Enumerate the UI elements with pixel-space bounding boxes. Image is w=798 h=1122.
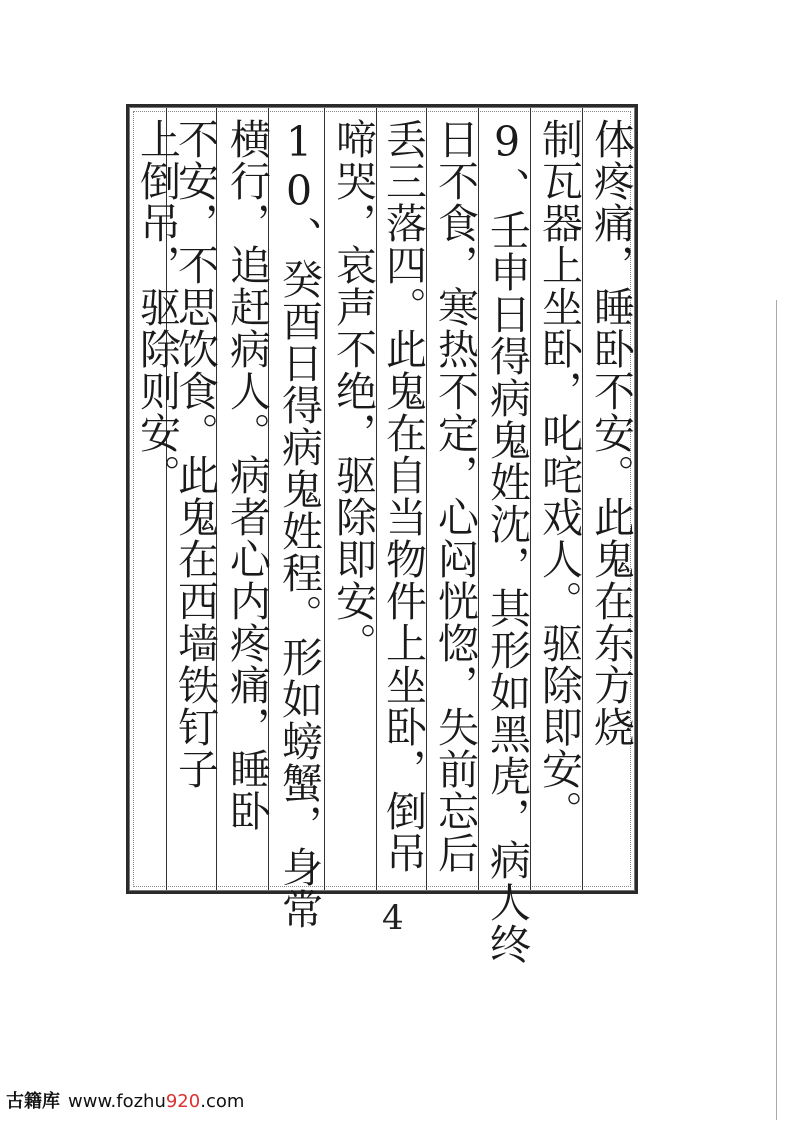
text-column-2: 制瓦器上坐卧，叱咤戏人。驱除即安。: [535, 118, 583, 832]
scan-edge-line: [776, 300, 777, 1120]
site-watermark: [6, 1087, 244, 1113]
watermark-url-number: 920: [165, 1091, 201, 1112]
text-column-6: 啼哭，哀声不绝，驱除即安。: [329, 118, 377, 664]
text-column-8: 横行，追赶病人。病者心内疼痛，睡卧: [223, 118, 271, 832]
text-column-10: 上倒吊，驱除则安。: [133, 118, 181, 496]
text-column-4: 日不食，寒热不定，心闷恍惚，失前忘后: [431, 118, 479, 874]
text-column-1: 体疼痛，睡卧不安。此鬼在东方烧: [587, 118, 635, 748]
text-column-9: 不安，不思饮食。此鬼在西墙铁钉子: [171, 118, 219, 790]
text-column-3: 9、壬申日得病鬼姓沈，其形如黑虎，病人终: [483, 118, 531, 965]
watermark-url-suffix: .com: [200, 1091, 245, 1112]
text-column-7: 10、癸酉日得病鬼姓程。形如螃蟹，身常: [275, 118, 323, 930]
watermark-brand: 古籍库: [6, 1091, 60, 1112]
page-number: 4: [382, 898, 404, 938]
text-column-5: 丢三落四。此鬼在自当物件上坐卧，倒吊: [379, 118, 427, 874]
watermark-url-prefix: www.fozhu: [68, 1091, 166, 1112]
